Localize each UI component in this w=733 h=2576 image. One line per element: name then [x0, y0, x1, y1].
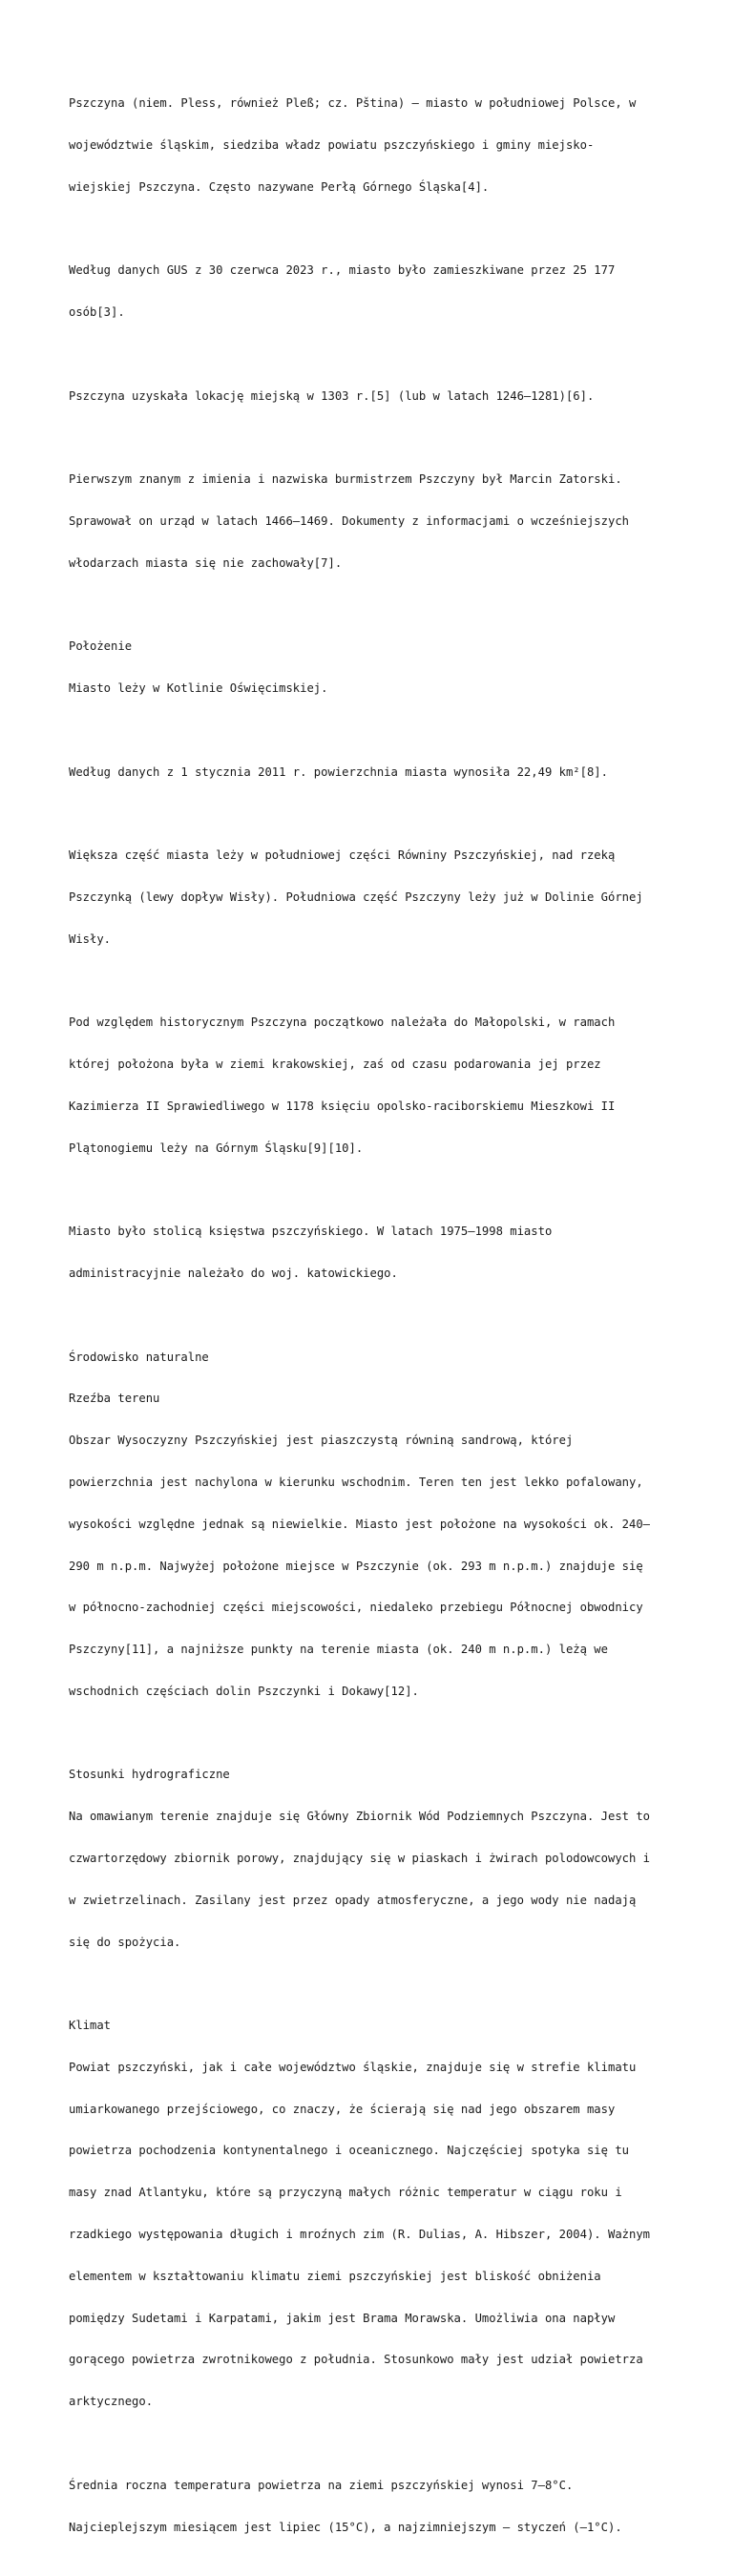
paragraph-temperature: [69, 2451, 670, 2563]
text-line: Powiat pszczyński, jak i całe województwo śląskie, znajduje się w strefie klimatu: [69, 2060, 637, 2074]
text-line: włodarzach miasta się nie zachowały[7].: [69, 555, 343, 570]
text-line: Pszczynką (lewy dopływ Wisły). Południowa część Pszczyny leży już w Dolinie Górnej: [69, 890, 643, 905]
subsection-heading: Klimat: [69, 2019, 112, 2033]
text-line: Miasto leży w Kotlinie Oświęcimskiej.: [69, 681, 328, 696]
paragraph-town-rights: [69, 361, 670, 430]
text-line: wiejskiej Pszczyna. Często nazywane Perłą Górnego Śląska[4].: [69, 179, 490, 194]
paragraph-area: [69, 738, 670, 807]
paragraph-population: [69, 236, 670, 347]
text-line: 290 m n.p.m. Najwyżej położone miejsce w Pszczynie (ok. 293 m n.p.m.) znajduje się: [69, 1559, 643, 1573]
text-line: Sprawował on urząd w latach 1466–1469. Dokumenty z informacjami o wcześniejszych: [69, 514, 629, 528]
text-line: powietrza pochodzenia kontynentalnego i oceanicznego. Najczęściej spotyka się tu: [69, 2144, 629, 2158]
subsection-heading: Rzeźba terenu: [69, 1392, 160, 1406]
paragraph-geography: [69, 821, 670, 974]
text-line: województwie śląskim, siedziba władz powiatu pszczyńskiego i gminy miejsko-: [69, 137, 595, 152]
text-line: osób[3].: [69, 305, 125, 320]
text-line: Większa część miasta leży w południowej części Równiny Pszczyńskiej, nad rzeką: [69, 848, 616, 863]
text-line: elementem w kształtowaniu klimatu ziemi pszczyńskiej jest bliskość obniżenia: [69, 2269, 601, 2283]
paragraph-duchy: [69, 1197, 670, 1309]
section-hydrography: [69, 1740, 670, 1977]
text-line: Pod względem historycznym Pszczyna początkowo należała do Małopolski, w ramach: [69, 1016, 616, 1030]
subsection-heading: Stosunki hydrograficzne: [69, 1768, 230, 1782]
text-line: Pszczyna uzyskała lokację miejską w 1303 r.[5] (lub w latach 1246–1281)[6].: [69, 388, 595, 403]
text-line: Obszar Wysoczyzny Pszczyńskiej jest piaszczystą równiną sandrową, której: [69, 1434, 574, 1448]
section-heading: Położenie: [69, 639, 133, 654]
text-line: Średnia roczna temperatura powietrza na ziemi pszczyńskiej wynosi 7–8°C.: [69, 2478, 574, 2492]
paragraph-first-mayor: [69, 445, 670, 598]
text-line: Miasto było stolicą księstwa pszczyńskiego. W latach 1975–1998 miasto: [69, 1225, 553, 1239]
text-line: Najcieplejszym miesiącem jest lipiec (15°C), a najzimniejszym – styczeń (–1°C).: [69, 2520, 622, 2534]
text-line: czwartorzędowy zbiornik porowy, znajdujący się w piaskach i żwirach polodowcowych i: [69, 1852, 651, 1865]
text-line: w północno-zachodniej części miejscowości, niedaleko przebiegu Północnej obwodnicy: [69, 1601, 643, 1615]
text-line: której położona była w ziemi krakowskiej, zaś od czasu podarowania jej przez: [69, 1058, 601, 1072]
text-line: Plątonogiemu leży na Górnym Śląsku[9][10].: [69, 1141, 364, 1155]
section-climate: [69, 1991, 670, 2437]
text-line: Według danych z 1 stycznia 2011 r. powierzchnia miasta wynosiła 22,49 km²[8].: [69, 764, 608, 779]
text-line: wysokości względne jednak są niewielkie. Miasto jest położone na wysokości ok. 240–: [69, 1517, 651, 1531]
text-line: gorącego powietrza zwrotnikowego z południa. Stosunkowo mały jest udział powietrza: [69, 2353, 643, 2367]
text-line: rzadkiego występowania długich i mroźnych zim (R. Dulias, A. Hibszer, 2004). Ważnym: [69, 2228, 651, 2242]
text-line: Pierwszym znanym z imienia i nazwiska burmistrzem Pszczyny był Marcin Zatorski.: [69, 472, 622, 487]
text-line: się do spożycia.: [69, 1935, 181, 1949]
paragraph-intro: [69, 69, 670, 222]
text-line: arktycznego.: [69, 2395, 154, 2409]
text-line: powierzchnia jest nachylona w kierunku wschodnim. Teren ten jest lekko pofalowany,: [69, 1475, 643, 1489]
paragraph-history: [69, 988, 670, 1183]
text-line: Wisły.: [69, 932, 112, 946]
text-line: administracyjnie należało do woj. katowickiego.: [69, 1267, 398, 1281]
text-line: Pszczyny[11], a najniższe punkty na terenie miasta (ok. 240 m n.p.m.) leżą we: [69, 1643, 608, 1657]
text-line: Na omawianym terenie znajduje się Główny Zbiornik Wód Podziemnych Pszczyna. Jest to: [69, 1810, 651, 1824]
text-line: umiarkowanego przejściowego, co znaczy, że ścierają się nad jego obszarem masy: [69, 2102, 616, 2116]
section-environment: [69, 1322, 670, 1726]
text-line: wschodnich częściach dolin Pszczynki i Dokawy[12].: [69, 1684, 419, 1698]
text-line: Kazimierza II Sprawiedliwego w 1178 księciu opolsko-raciborskiemu Mieszkowi II: [69, 1099, 616, 1113]
section-heading: Środowisko naturalne: [69, 1350, 209, 1364]
text-line: masy znad Atlantyku, które są przyczyną małych różnic temperatur w ciągu roku i: [69, 2186, 622, 2200]
text-line: w zwietrzelinach. Zasilany jest przez opady atmosferyczne, a jego wody nie nadają: [69, 1893, 637, 1907]
text-line: Pszczyna (niem. Pless, również Pleß; cz. Pština) – miasto w południowej Polsce, w: [69, 96, 637, 111]
text-line: Według danych GUS z 30 czerwca 2023 r., miasto było zamieszkiwane przez 25 177: [69, 263, 616, 278]
text-line: pomiędzy Sudetami i Karpatami, jakim jest Brama Morawska. Umożliwia ona napływ: [69, 2311, 616, 2325]
document-body: [69, 69, 670, 2576]
section-location: [69, 612, 670, 723]
